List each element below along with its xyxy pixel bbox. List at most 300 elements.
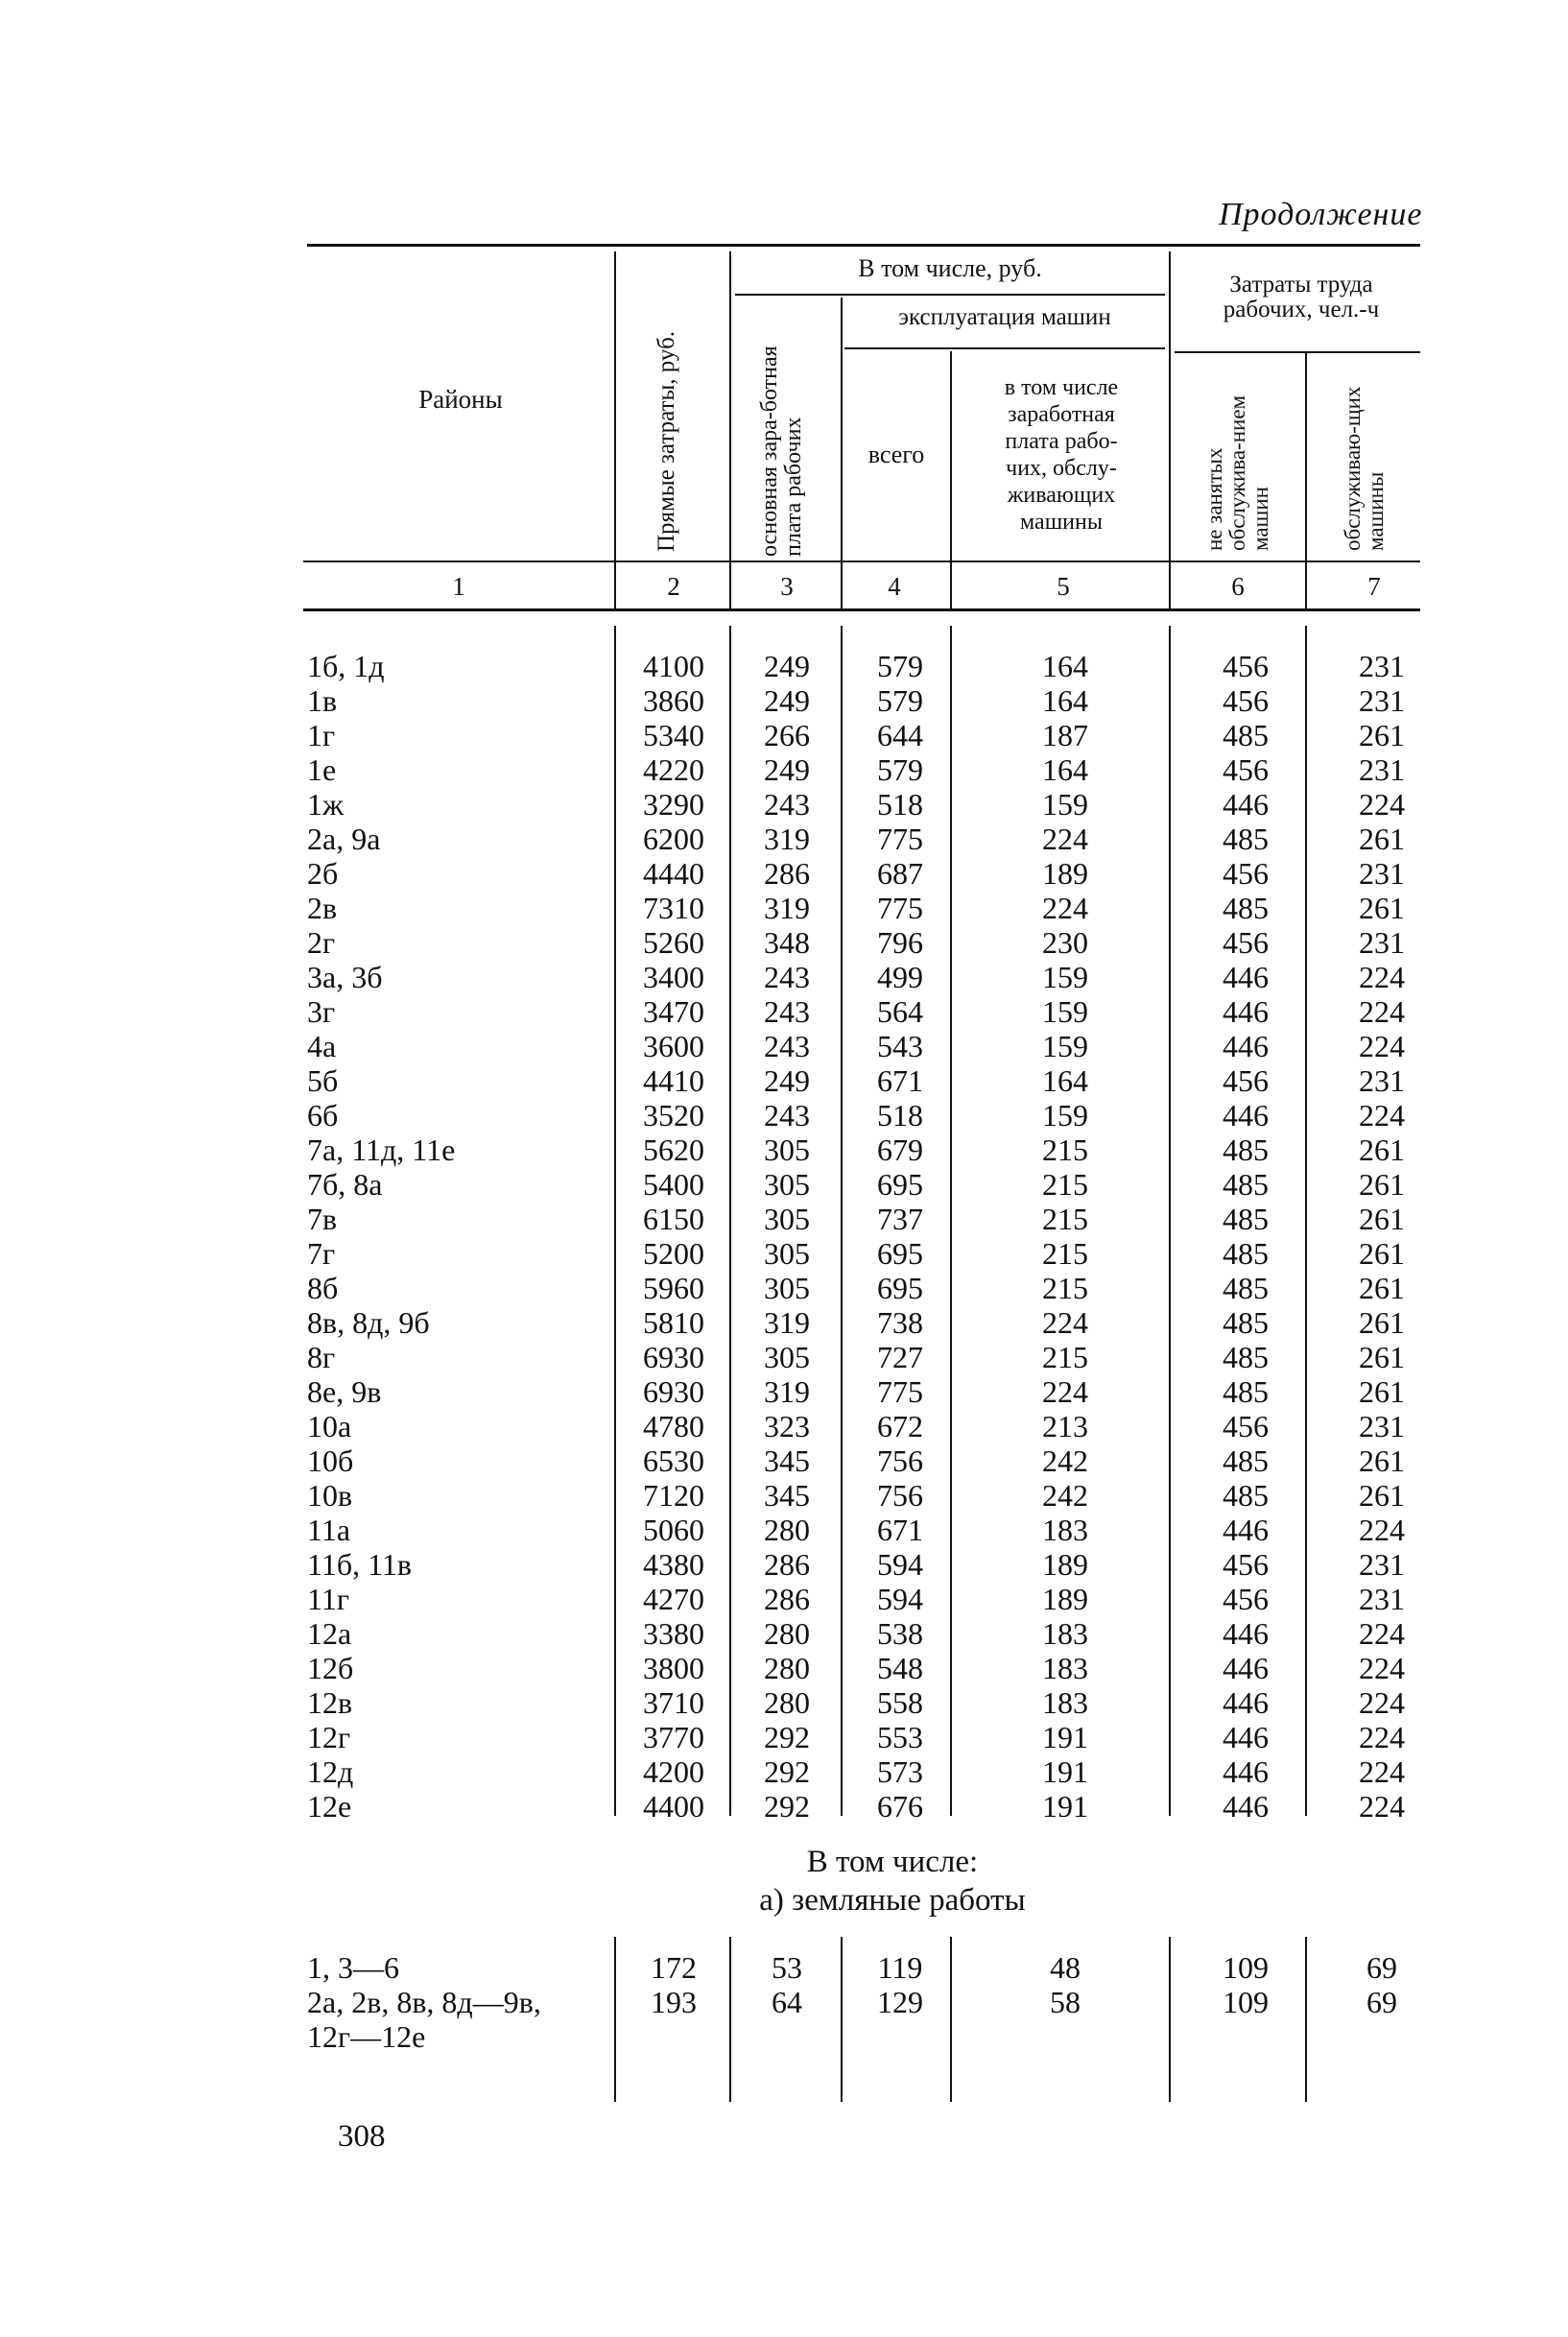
machine-wage-cell: 191 bbox=[1042, 1754, 1088, 1789]
header-rule-machines bbox=[844, 347, 1165, 349]
machine-total-cell: 564 bbox=[877, 994, 923, 1029]
machine-total-cell: 796 bbox=[877, 925, 923, 960]
machine-wage-cell: 242 bbox=[1042, 1478, 1088, 1513]
subsection-line1: В том числе: bbox=[806, 1845, 979, 1879]
header-districts: Районы bbox=[418, 385, 503, 414]
labor-serving-cell: 261 bbox=[1359, 1305, 1405, 1340]
labor-not-busy-cell: 485 bbox=[1223, 1340, 1269, 1374]
direct-cost-cell: 3380 bbox=[643, 1616, 704, 1651]
direct-cost-cell: 4380 bbox=[643, 1547, 704, 1582]
labor-not-busy-cell: 446 bbox=[1223, 1720, 1269, 1754]
district-cell: 1, 3—6 bbox=[307, 1950, 399, 1985]
direct-cost-cell: 3800 bbox=[643, 1651, 704, 1685]
district-cell: 10а bbox=[307, 1409, 352, 1443]
labor-not-busy-cell: 446 bbox=[1223, 1651, 1269, 1685]
table-row bbox=[0, 1098, 1568, 1133]
base-wage-cell: 243 bbox=[764, 960, 810, 994]
machine-total-cell: 129 bbox=[877, 1985, 923, 2019]
machine-wage-cell: 183 bbox=[1042, 1685, 1088, 1720]
base-wage-cell: 292 bbox=[764, 1754, 810, 1789]
machine-total-cell: 518 bbox=[877, 1098, 923, 1133]
direct-cost-cell: 6930 bbox=[643, 1374, 704, 1409]
base-wage-cell: 305 bbox=[764, 1133, 810, 1167]
direct-cost-cell: 3600 bbox=[643, 1029, 704, 1063]
table-row bbox=[0, 822, 1568, 856]
district-cell: 2в bbox=[307, 891, 338, 925]
header-divider-4 bbox=[950, 351, 952, 608]
machine-wage-cell: 159 bbox=[1042, 787, 1088, 822]
header-top-rule bbox=[307, 244, 1420, 247]
table-row bbox=[0, 1616, 1568, 1651]
machine-total-cell: 119 bbox=[877, 1950, 923, 1985]
colnum-1: 1 bbox=[452, 572, 465, 601]
base-wage-cell: 348 bbox=[764, 925, 810, 960]
machine-total-cell: 738 bbox=[877, 1305, 923, 1340]
header-incl-wage-line2: заработная bbox=[1008, 402, 1115, 427]
machine-total-cell: 594 bbox=[877, 1582, 923, 1616]
machine-total-cell: 687 bbox=[877, 856, 923, 891]
labor-not-busy-cell: 456 bbox=[1223, 1547, 1269, 1582]
labor-serving-cell: 261 bbox=[1359, 891, 1405, 925]
header-incl-wage-line6: машины bbox=[1020, 510, 1103, 535]
table-row bbox=[0, 1985, 1568, 2019]
labor-serving-cell: 224 bbox=[1359, 1513, 1405, 1547]
labor-not-busy-cell: 446 bbox=[1223, 1789, 1269, 1824]
table-row bbox=[0, 1340, 1568, 1374]
table-row bbox=[0, 1236, 1568, 1271]
labor-serving-cell: 224 bbox=[1359, 1098, 1405, 1133]
table-row bbox=[0, 1789, 1568, 1824]
header-divider-6 bbox=[1305, 351, 1307, 608]
district-cell: 7б, 8а bbox=[307, 1167, 383, 1202]
district-cell: 12г bbox=[307, 1720, 351, 1754]
labor-not-busy-cell: 109 bbox=[1223, 1985, 1269, 2019]
machine-total-cell: 543 bbox=[877, 1029, 923, 1063]
base-wage-cell: 292 bbox=[764, 1720, 810, 1754]
machine-wage-cell: 215 bbox=[1042, 1167, 1088, 1202]
base-wage-cell: 323 bbox=[764, 1409, 810, 1443]
machine-wage-cell: 183 bbox=[1042, 1513, 1088, 1547]
labor-serving-cell: 261 bbox=[1359, 1202, 1405, 1236]
district-cell: 11а bbox=[307, 1513, 351, 1547]
base-wage-cell: 280 bbox=[764, 1513, 810, 1547]
district-cell: 1ж bbox=[307, 787, 344, 822]
labor-not-busy-cell: 456 bbox=[1223, 1582, 1269, 1616]
machine-wage-cell: 189 bbox=[1042, 856, 1088, 891]
labor-not-busy-cell: 485 bbox=[1223, 822, 1269, 856]
table-row bbox=[0, 1547, 1568, 1582]
header-base-wage bbox=[758, 346, 806, 557]
labor-serving-cell: 69 bbox=[1366, 1985, 1397, 2019]
machine-total-cell: 676 bbox=[877, 1789, 923, 1824]
labor-serving-cell: 224 bbox=[1359, 1651, 1405, 1685]
table-row bbox=[0, 1167, 1568, 1202]
machine-total-cell: 737 bbox=[877, 1202, 923, 1236]
district-cell: 8г bbox=[307, 1340, 336, 1374]
base-wage-cell: 243 bbox=[764, 1029, 810, 1063]
direct-cost-cell: 5620 bbox=[643, 1133, 704, 1167]
machine-wage-cell: 213 bbox=[1042, 1409, 1088, 1443]
machine-wage-cell: 159 bbox=[1042, 1029, 1088, 1063]
header-incl-wage-line4: чих, обслу- bbox=[1006, 456, 1117, 481]
machine-wage-cell: 189 bbox=[1042, 1547, 1088, 1582]
labor-not-busy-cell: 446 bbox=[1223, 1098, 1269, 1133]
machine-total-cell: 671 bbox=[877, 1513, 923, 1547]
table-row bbox=[0, 1271, 1568, 1305]
base-wage-cell: 286 bbox=[764, 1582, 810, 1616]
machine-total-cell: 548 bbox=[877, 1651, 923, 1685]
base-wage-cell: 64 bbox=[772, 1985, 802, 2019]
district-cell: 11б, 11в bbox=[307, 1547, 413, 1582]
labor-not-busy-cell: 446 bbox=[1223, 960, 1269, 994]
machine-total-cell: 775 bbox=[877, 891, 923, 925]
machine-wage-cell: 189 bbox=[1042, 1582, 1088, 1616]
machine-wage-cell: 191 bbox=[1042, 1789, 1088, 1824]
labor-not-busy-cell: 446 bbox=[1223, 1685, 1269, 1720]
district-cell: 8в, 8д, 9б bbox=[307, 1305, 430, 1340]
direct-cost-cell: 3770 bbox=[643, 1720, 704, 1754]
base-wage-cell: 243 bbox=[764, 994, 810, 1029]
direct-cost-cell: 5960 bbox=[643, 1271, 704, 1305]
district-cell: 1в bbox=[307, 683, 338, 718]
labor-serving-cell: 231 bbox=[1359, 1063, 1405, 1098]
header-labor-costs: Затраты труда рабочих, чел.-ч bbox=[1223, 272, 1380, 323]
labor-not-busy-cell: 446 bbox=[1223, 1029, 1269, 1063]
colnum-2: 2 bbox=[667, 572, 680, 601]
direct-cost-cell: 3290 bbox=[643, 787, 704, 822]
subsection-line2: а) земляные работы bbox=[759, 1883, 1026, 1918]
labor-serving-cell: 231 bbox=[1359, 1582, 1405, 1616]
district-cell: 10б bbox=[307, 1443, 354, 1478]
labor-not-busy-cell: 446 bbox=[1223, 1513, 1269, 1547]
district-cell: 10в bbox=[307, 1478, 353, 1513]
header-base-wage-text: основная зара-ботная плата рабочих bbox=[756, 346, 806, 557]
colnum-5: 5 bbox=[1057, 572, 1070, 601]
labor-serving-cell: 261 bbox=[1359, 1271, 1405, 1305]
base-wage-cell: 345 bbox=[764, 1443, 810, 1478]
colnum-6: 6 bbox=[1231, 572, 1245, 601]
machine-total-cell: 679 bbox=[877, 1133, 923, 1167]
machine-wage-cell: 58 bbox=[1050, 1985, 1081, 2019]
base-wage-cell: 243 bbox=[764, 1098, 810, 1133]
table-row bbox=[0, 1063, 1568, 1098]
district-cell: 2а, 2в, 8в, 8д—9в, bbox=[307, 1985, 541, 2019]
labor-serving-cell: 261 bbox=[1359, 822, 1405, 856]
labor-serving-cell: 261 bbox=[1359, 1443, 1405, 1478]
machine-total-cell: 775 bbox=[877, 1374, 923, 1409]
labor-not-busy-cell: 109 bbox=[1223, 1950, 1269, 1985]
machine-wage-cell: 48 bbox=[1050, 1950, 1081, 1985]
machine-total-cell: 579 bbox=[877, 683, 923, 718]
labor-not-busy-cell: 485 bbox=[1223, 1443, 1269, 1478]
machine-wage-cell: 224 bbox=[1042, 891, 1088, 925]
direct-cost-cell: 4270 bbox=[643, 1582, 704, 1616]
labor-serving-cell: 224 bbox=[1359, 1754, 1405, 1789]
labor-serving-cell: 224 bbox=[1359, 1685, 1405, 1720]
labor-not-busy-cell: 446 bbox=[1223, 1616, 1269, 1651]
table-row bbox=[0, 683, 1568, 718]
labor-not-busy-cell: 456 bbox=[1223, 649, 1269, 683]
district-cell: 12г—12е bbox=[307, 2019, 426, 2054]
table-row bbox=[0, 1720, 1568, 1754]
machine-total-cell: 594 bbox=[877, 1547, 923, 1582]
base-wage-cell: 319 bbox=[764, 822, 810, 856]
labor-serving-cell: 231 bbox=[1359, 649, 1405, 683]
base-wage-cell: 305 bbox=[764, 1202, 810, 1236]
machine-wage-cell: 164 bbox=[1042, 683, 1088, 718]
direct-cost-cell: 4780 bbox=[643, 1409, 704, 1443]
labor-serving-cell: 231 bbox=[1359, 1547, 1405, 1582]
table-row bbox=[0, 1029, 1568, 1063]
machine-total-cell: 538 bbox=[877, 1616, 923, 1651]
district-cell: 12е bbox=[307, 1789, 352, 1824]
labor-not-busy-cell: 485 bbox=[1223, 1271, 1269, 1305]
direct-cost-cell: 172 bbox=[651, 1950, 697, 1985]
base-wage-cell: 286 bbox=[764, 856, 810, 891]
direct-cost-cell: 7120 bbox=[643, 1478, 704, 1513]
machine-total-cell: 695 bbox=[877, 1271, 923, 1305]
machine-total-cell: 553 bbox=[877, 1720, 923, 1754]
direct-cost-cell: 3520 bbox=[643, 1098, 704, 1133]
colnum-3: 3 bbox=[780, 572, 794, 601]
labor-serving-cell: 231 bbox=[1359, 1409, 1405, 1443]
table-row bbox=[0, 1374, 1568, 1409]
table-row bbox=[0, 787, 1568, 822]
machine-total-cell: 756 bbox=[877, 1478, 923, 1513]
continuation-label: Продолжение bbox=[1219, 197, 1423, 232]
district-cell: 1г bbox=[307, 718, 336, 752]
labor-serving-cell: 224 bbox=[1359, 960, 1405, 994]
machine-total-cell: 579 bbox=[877, 649, 923, 683]
district-cell: 7в bbox=[307, 1202, 338, 1236]
district-cell: 2б bbox=[307, 856, 339, 891]
machine-total-cell: 672 bbox=[877, 1409, 923, 1443]
district-cell: 11г bbox=[307, 1582, 349, 1616]
main-table-body bbox=[0, 649, 1568, 1824]
labor-not-busy-cell: 456 bbox=[1223, 1409, 1269, 1443]
labor-not-busy-cell: 456 bbox=[1223, 856, 1269, 891]
header-rule-including bbox=[735, 294, 1165, 296]
machine-total-cell: 695 bbox=[877, 1167, 923, 1202]
machine-total-cell: 756 bbox=[877, 1443, 923, 1478]
labor-serving-cell: 261 bbox=[1359, 1478, 1405, 1513]
table-row bbox=[0, 1202, 1568, 1236]
labor-not-busy-cell: 485 bbox=[1223, 1236, 1269, 1271]
machine-wage-cell: 215 bbox=[1042, 1133, 1088, 1167]
direct-cost-cell: 6150 bbox=[643, 1202, 704, 1236]
labor-serving-cell: 224 bbox=[1359, 994, 1405, 1029]
labor-serving-cell: 261 bbox=[1359, 1374, 1405, 1409]
direct-cost-cell: 6200 bbox=[643, 822, 704, 856]
machine-total-cell: 558 bbox=[877, 1685, 923, 1720]
district-cell: 12в bbox=[307, 1685, 353, 1720]
table-row bbox=[0, 1133, 1568, 1167]
header-direct-costs-text: Прямые затраты, руб. bbox=[653, 330, 679, 552]
subsection-heading bbox=[614, 1843, 1171, 1920]
labor-serving-cell: 224 bbox=[1359, 1029, 1405, 1063]
base-wage-cell: 53 bbox=[772, 1950, 802, 1985]
labor-not-busy-cell: 446 bbox=[1223, 787, 1269, 822]
machine-wage-cell: 187 bbox=[1042, 718, 1088, 752]
header-divider-1 bbox=[614, 251, 616, 608]
district-cell: 7г bbox=[307, 1236, 336, 1271]
labor-serving-cell: 224 bbox=[1359, 1789, 1405, 1824]
labor-serving-cell: 69 bbox=[1366, 1950, 1397, 1985]
colnum-7: 7 bbox=[1367, 572, 1381, 601]
machine-total-cell: 579 bbox=[877, 752, 923, 787]
table-row bbox=[0, 1754, 1568, 1789]
labor-serving-cell: 231 bbox=[1359, 925, 1405, 960]
table-row bbox=[0, 1443, 1568, 1478]
district-cell: 12д bbox=[307, 1754, 354, 1789]
header-incl-wage-line3: плата рабо- bbox=[1005, 429, 1118, 454]
labor-serving-cell: 261 bbox=[1359, 1340, 1405, 1374]
header-incl-wage-line1: в том числе bbox=[1004, 375, 1119, 400]
machine-wage-cell: 215 bbox=[1042, 1202, 1088, 1236]
header-divider-3 bbox=[841, 298, 843, 608]
table-row bbox=[0, 752, 1568, 787]
direct-cost-cell: 3470 bbox=[643, 994, 704, 1029]
machine-wage-cell: 159 bbox=[1042, 994, 1088, 1029]
labor-serving-cell: 231 bbox=[1359, 683, 1405, 718]
machine-wage-cell: 224 bbox=[1042, 822, 1088, 856]
base-wage-cell: 319 bbox=[764, 1374, 810, 1409]
labor-not-busy-cell: 485 bbox=[1223, 1478, 1269, 1513]
header-serving-text: обслуживаю-щих машины bbox=[1340, 386, 1388, 551]
base-wage-cell: 280 bbox=[764, 1616, 810, 1651]
direct-cost-cell: 3400 bbox=[643, 960, 704, 994]
table-row bbox=[0, 649, 1568, 683]
direct-cost-cell: 3710 bbox=[643, 1685, 704, 1720]
direct-cost-cell: 4440 bbox=[643, 856, 704, 891]
direct-cost-cell: 5810 bbox=[643, 1305, 704, 1340]
base-wage-cell: 292 bbox=[764, 1789, 810, 1824]
base-wage-cell: 319 bbox=[764, 891, 810, 925]
district-cell: 8е, 9в bbox=[307, 1374, 382, 1409]
machine-total-cell: 775 bbox=[877, 822, 923, 856]
base-wage-cell: 286 bbox=[764, 1547, 810, 1582]
direct-cost-cell: 6930 bbox=[643, 1340, 704, 1374]
direct-cost-cell: 3860 bbox=[643, 683, 704, 718]
table-row bbox=[0, 718, 1568, 752]
table-row bbox=[0, 1305, 1568, 1340]
machine-total-cell: 671 bbox=[877, 1063, 923, 1098]
base-wage-cell: 305 bbox=[764, 1167, 810, 1202]
district-cell: 2г bbox=[307, 925, 336, 960]
direct-cost-cell: 4200 bbox=[643, 1754, 704, 1789]
colnum-4: 4 bbox=[888, 572, 901, 601]
base-wage-cell: 305 bbox=[764, 1236, 810, 1271]
base-wage-cell: 249 bbox=[764, 752, 810, 787]
labor-not-busy-cell: 485 bbox=[1223, 1133, 1269, 1167]
direct-cost-cell: 6530 bbox=[643, 1443, 704, 1478]
district-cell: 4а bbox=[307, 1029, 337, 1063]
labor-not-busy-cell: 456 bbox=[1223, 1063, 1269, 1098]
district-cell: 3г bbox=[307, 994, 336, 1029]
machine-wage-cell: 215 bbox=[1042, 1340, 1088, 1374]
base-wage-cell: 243 bbox=[764, 787, 810, 822]
labor-not-busy-cell: 485 bbox=[1223, 891, 1269, 925]
machine-total-cell: 644 bbox=[877, 718, 923, 752]
labor-serving-cell: 224 bbox=[1359, 1720, 1405, 1754]
machine-total-cell: 695 bbox=[877, 1236, 923, 1271]
header-machine-operation: эксплуатация машин bbox=[898, 304, 1111, 330]
machine-total-cell: 518 bbox=[877, 787, 923, 822]
colnum-rule-bottom bbox=[303, 608, 1420, 611]
district-cell: 1е bbox=[307, 752, 337, 787]
district-cell: 5б bbox=[307, 1063, 339, 1098]
table-row bbox=[0, 2019, 1568, 2054]
machine-wage-cell: 164 bbox=[1042, 1063, 1088, 1098]
labor-not-busy-cell: 446 bbox=[1223, 994, 1269, 1029]
labor-not-busy-cell: 456 bbox=[1223, 752, 1269, 787]
base-wage-cell: 305 bbox=[764, 1340, 810, 1374]
table-row bbox=[0, 1582, 1568, 1616]
page-number: 308 bbox=[338, 2119, 386, 2154]
labor-serving-cell: 224 bbox=[1359, 787, 1405, 822]
header-rule-bottom bbox=[303, 560, 1420, 562]
base-wage-cell: 249 bbox=[764, 649, 810, 683]
header-including-rub: В том числе, руб. bbox=[858, 254, 1042, 282]
machine-wage-cell: 230 bbox=[1042, 925, 1088, 960]
header-not-busy-text: не занятых обслужива-нием машин bbox=[1201, 394, 1273, 551]
machine-total-cell: 499 bbox=[877, 960, 923, 994]
machine-wage-cell: 183 bbox=[1042, 1616, 1088, 1651]
district-cell: 1б, 1д bbox=[307, 649, 385, 683]
header-serving bbox=[1342, 363, 1388, 551]
labor-serving-cell: 224 bbox=[1359, 1616, 1405, 1651]
table-row bbox=[0, 856, 1568, 891]
table-row bbox=[0, 891, 1568, 925]
labor-not-busy-cell: 485 bbox=[1223, 1374, 1269, 1409]
table-row bbox=[0, 1409, 1568, 1443]
machine-total-cell: 573 bbox=[877, 1754, 923, 1789]
direct-cost-cell: 4220 bbox=[643, 752, 704, 787]
labor-not-busy-cell: 446 bbox=[1223, 1754, 1269, 1789]
machine-wage-cell: 164 bbox=[1042, 752, 1088, 787]
machine-wage-cell: 224 bbox=[1042, 1305, 1088, 1340]
labor-serving-cell: 261 bbox=[1359, 1236, 1405, 1271]
base-wage-cell: 280 bbox=[764, 1685, 810, 1720]
machine-wage-cell: 242 bbox=[1042, 1443, 1088, 1478]
table-row bbox=[0, 1950, 1568, 1985]
direct-cost-cell: 193 bbox=[651, 1985, 697, 2019]
table-row bbox=[0, 960, 1568, 994]
header-rule-labor bbox=[1175, 351, 1420, 353]
machine-wage-cell: 191 bbox=[1042, 1720, 1088, 1754]
machine-wage-cell: 215 bbox=[1042, 1236, 1088, 1271]
labor-not-busy-cell: 456 bbox=[1223, 925, 1269, 960]
labor-not-busy-cell: 485 bbox=[1223, 718, 1269, 752]
header-direct-costs bbox=[654, 293, 679, 552]
direct-cost-cell: 4410 bbox=[643, 1063, 704, 1098]
labor-serving-cell: 231 bbox=[1359, 856, 1405, 891]
header-incl-wage-line5: живающих bbox=[1007, 483, 1116, 508]
base-wage-cell: 319 bbox=[764, 1305, 810, 1340]
labor-serving-cell: 261 bbox=[1359, 1133, 1405, 1167]
labor-serving-cell: 261 bbox=[1359, 718, 1405, 752]
table-row bbox=[0, 925, 1568, 960]
district-cell: 12а bbox=[307, 1616, 352, 1651]
table-row bbox=[0, 994, 1568, 1029]
table-row bbox=[0, 1685, 1568, 1720]
labor-not-busy-cell: 485 bbox=[1223, 1167, 1269, 1202]
direct-cost-cell: 4400 bbox=[643, 1789, 704, 1824]
direct-cost-cell: 5200 bbox=[643, 1236, 704, 1271]
machine-wage-cell: 215 bbox=[1042, 1271, 1088, 1305]
direct-cost-cell: 5260 bbox=[643, 925, 704, 960]
table-row bbox=[0, 1651, 1568, 1685]
